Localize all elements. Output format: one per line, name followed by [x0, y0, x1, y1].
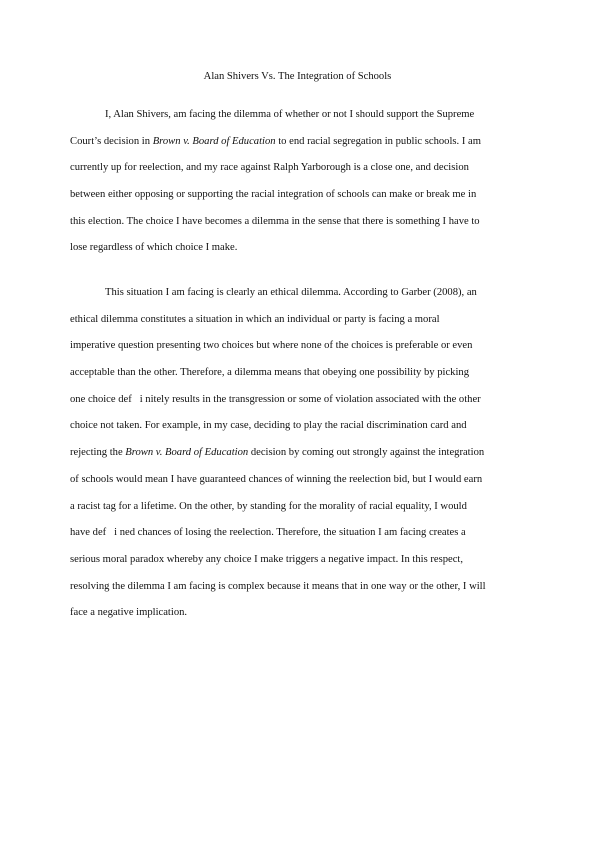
- case-citation: Brown v. Board of Education: [152, 135, 276, 147]
- text-line: choice not taken. For example, in my case, deciding to play the racial discrimination card and: [70, 420, 467, 432]
- text-line: I, Alan Shivers, am facing the dilemma of whether or not I should support the Supreme: [105, 109, 475, 120]
- text-line: Court’s decision in Brown v. Board of Education to end racial segregation in public schools. I am: [70, 135, 481, 147]
- text-line: ethical dilemma constitutes a situation in which an individual or party is facing a moral: [70, 313, 440, 325]
- paragraph-1: [70, 108, 530, 268]
- text-line: of schools would mean I have guaranteed chances of winning the reelection bid, but I would earn: [70, 473, 483, 485]
- text-line: serious moral paradox whereby any choice I make triggers a negative impact. In this respect,: [70, 553, 463, 565]
- text-line: this election. The choice I have becomes a dilemma in the sense that there is something I have to: [70, 215, 480, 227]
- paragraph-2: [70, 286, 530, 633]
- document-title: Alan Shivers Vs. The Integration of Schools: [203, 71, 392, 82]
- text-line: imperative question presenting two choices but where none of the choices is preferable or even: [70, 340, 473, 352]
- text-line: have def i ned chances of losing the reelection. Therefore, the situation I am facing creates a: [70, 527, 466, 539]
- text-line: between either opposing or supporting the racial integration of schools can make or break me in: [70, 189, 477, 201]
- text-line: one choice def i nitely results in the transgression or some of violation associated with the other: [70, 393, 481, 405]
- text-line: lose regardless of which choice I make.: [70, 242, 238, 254]
- case-citation: Brown v. Board of Education: [125, 447, 249, 459]
- text-line: This situation I am facing is clearly an ethical dilemma. According to Garber (2008), an: [105, 287, 477, 298]
- text-line: face a negative implication.: [70, 607, 188, 619]
- text-line: resolving the dilemma I am facing is complex because it means that in one way or the other, I will: [70, 580, 486, 592]
- text-line: a racist tag for a lifetime. On the other, by standing for the morality of racial equality, I would: [70, 500, 467, 512]
- text-line: acceptable than the other. Therefore, a dilemma means that obeying one possibility by picking: [70, 367, 470, 379]
- text-line: rejecting the Brown v. Board of Education decision by coming out strongly against the integration: [70, 447, 485, 459]
- text-line: currently up for reelection, and my race against Ralph Yarborough is a close one, and decision: [70, 162, 469, 174]
